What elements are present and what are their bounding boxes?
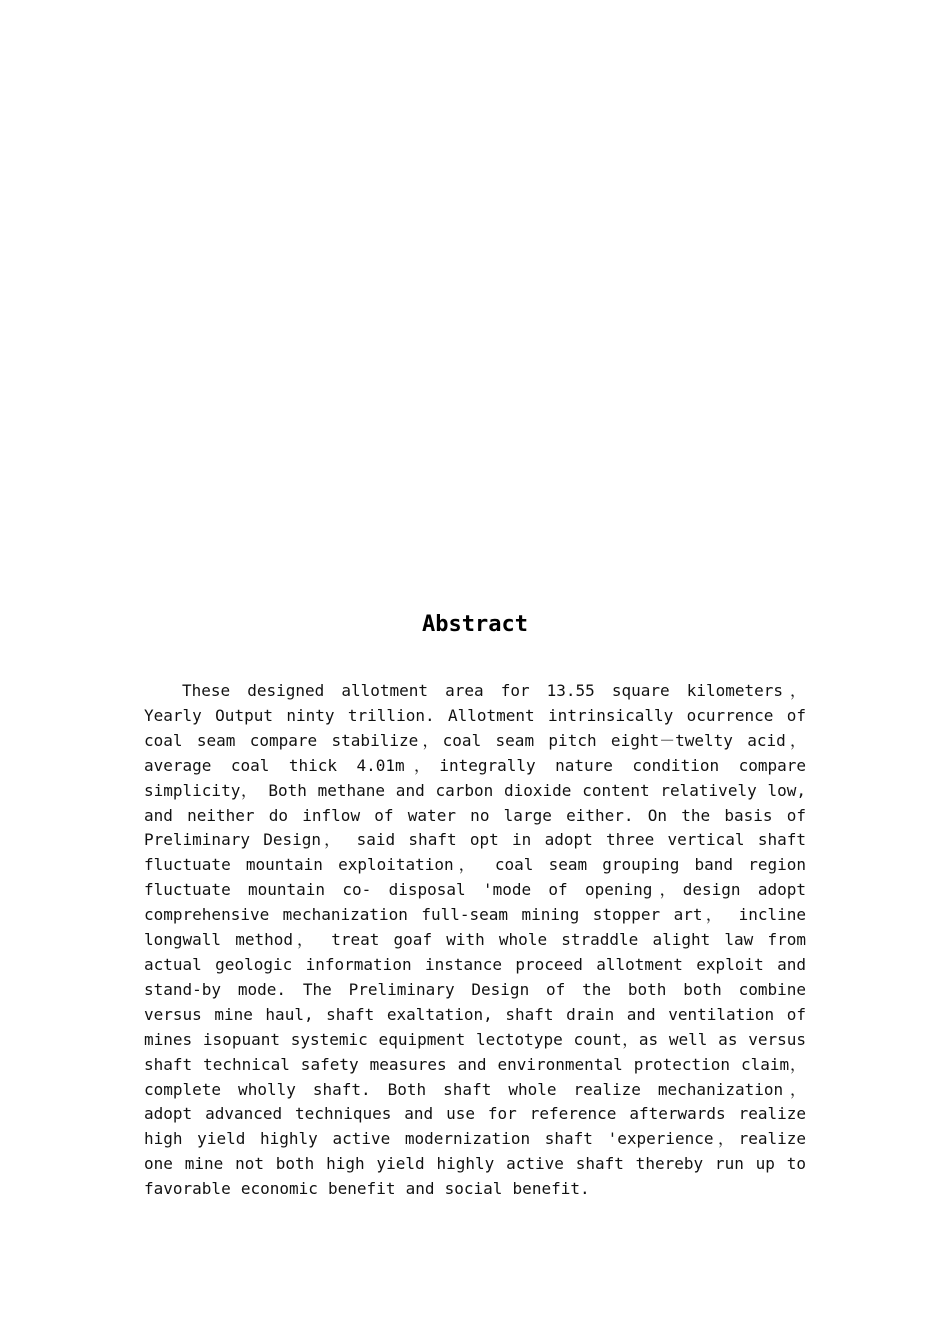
abstract-title: Abstract: [422, 612, 528, 637]
abstract-body: These designed allotment area for 13.55 square kilometers，Yearly Output ninty trillion. Allotment intrinsically ocurrence of coal seam compare stabilize，coal seam pitch eight－twelty acid，average coal thick 4.01m，integrally nature condition compare simplicity， Both methane and carbon dioxide content relatively low, and neither do inflow of water no large either. On the basis of Preliminary Design， said shaft opt in adopt three vertical shaft fluctuate mountain exploitation， coal seam grouping band region fluctuate mountain co- disposal 'mode of opening，design adopt comprehensive mechanization full-seam mining stopper art， incline longwall method， treat goaf with whole straddle alight law from actual geologic information instance proceed allotment exploit and stand-by mode. The Preliminary Design of the both both combine versus mine haul, shaft exaltation, shaft drain and ventilation of mines isopuant systemic equipment lectotype count，as well as versus shaft technical safety measures and environmental protection claim，complete wholly shaft. Both shaft whole realize mechanization， adopt advanced techniques and use for reference afterwards realize high yield highly active modernization shaft 'experience，realize one mine not both high yield highly active shaft thereby run up to favorable economic benefit and social benefit.: [144, 681, 807, 1199]
